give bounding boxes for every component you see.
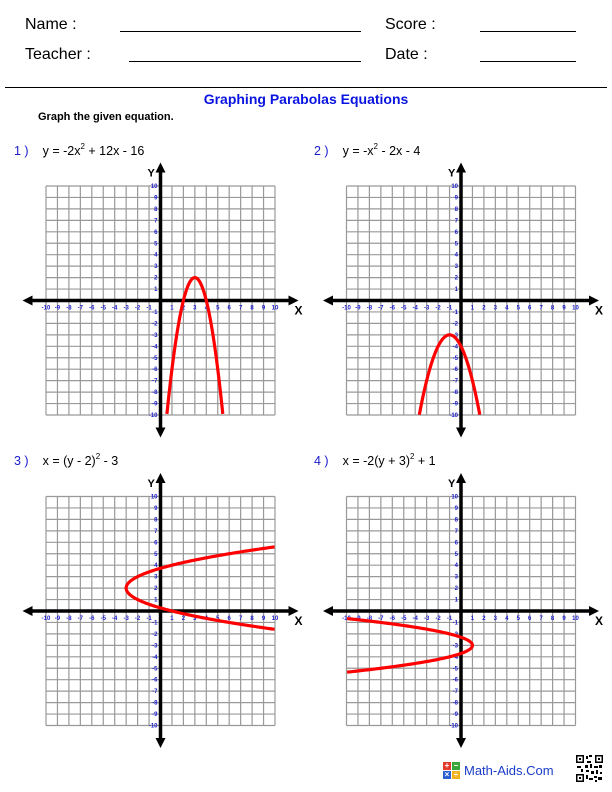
- svg-text:-5: -5: [100, 616, 106, 622]
- x-axis-label: X: [294, 614, 303, 628]
- equation-lhs: x = -2(y + 3): [342, 454, 410, 469]
- svg-text:-8: -8: [152, 700, 158, 707]
- svg-text:7: 7: [154, 218, 158, 225]
- svg-text:7: 7: [238, 616, 243, 622]
- svg-text:2: 2: [154, 586, 158, 593]
- svg-text:-2: -2: [152, 321, 158, 328]
- x-axis-label: X: [595, 303, 604, 318]
- graph-2: [323, 163, 603, 438]
- svg-text:-10: -10: [148, 413, 158, 419]
- svg-text:-2: -2: [134, 305, 141, 312]
- svg-text:-4: -4: [452, 344, 458, 351]
- y-axis-label: Y: [147, 167, 155, 180]
- graph-3: [23, 473, 303, 748]
- svg-text:10: 10: [451, 494, 458, 501]
- svg-text:9: 9: [154, 505, 158, 512]
- svg-text:-5: -5: [401, 305, 407, 312]
- svg-text:-7: -7: [152, 378, 158, 385]
- svg-text:4: 4: [154, 252, 158, 259]
- problem-number: 4 ): [314, 454, 329, 469]
- graph-1: [23, 163, 303, 438]
- svg-text:6: 6: [454, 229, 458, 236]
- svg-text:-8: -8: [66, 616, 72, 622]
- svg-text:5: 5: [216, 616, 220, 622]
- svg-text:-8: -8: [152, 390, 158, 397]
- svg-text:-6: -6: [89, 616, 95, 622]
- svg-text:3: 3: [454, 574, 458, 581]
- svg-text:10: 10: [572, 305, 579, 312]
- instructions: Graph the given equation.: [38, 111, 174, 123]
- svg-text:-1: -1: [446, 305, 453, 312]
- calculator-icon: + − × ÷: [444, 761, 459, 779]
- svg-text:-1: -1: [446, 616, 453, 622]
- svg-text:-5: -5: [152, 666, 158, 673]
- svg-text:-1: -1: [152, 620, 158, 627]
- svg-text:2: 2: [482, 305, 486, 312]
- svg-text:3: 3: [454, 264, 458, 271]
- svg-text:-8: -8: [366, 616, 373, 622]
- svg-text:6: 6: [154, 229, 158, 236]
- svg-text:1: 1: [454, 287, 458, 294]
- svg-text:-9: -9: [152, 401, 158, 408]
- name-label: Name :: [25, 16, 77, 33]
- svg-text:-2: -2: [134, 616, 141, 622]
- y-axis-label: Y: [448, 167, 456, 180]
- svg-text:2: 2: [454, 275, 458, 282]
- svg-text:-9: -9: [355, 305, 361, 312]
- svg-text:6: 6: [528, 305, 532, 312]
- svg-text:3: 3: [193, 616, 197, 622]
- svg-text:8: 8: [550, 616, 555, 622]
- svg-text:1: 1: [170, 616, 174, 622]
- svg-text:-4: -4: [412, 305, 418, 312]
- svg-text:5: 5: [516, 616, 520, 622]
- equation-rhs: - 3: [100, 454, 119, 469]
- qr-code-icon: [575, 754, 604, 783]
- svg-text:-10: -10: [449, 413, 458, 419]
- svg-text:5: 5: [154, 241, 158, 248]
- svg-text:7: 7: [539, 305, 543, 312]
- svg-text:-3: -3: [423, 305, 430, 312]
- svg-text:7: 7: [454, 218, 458, 225]
- svg-text:-8: -8: [452, 700, 458, 707]
- x-axis-label: X: [595, 614, 604, 628]
- svg-text:9: 9: [261, 616, 266, 622]
- svg-text:4: 4: [204, 305, 208, 312]
- svg-text:-6: -6: [389, 305, 395, 312]
- svg-text:-6: -6: [452, 677, 458, 684]
- y-axis-label: Y: [147, 478, 155, 490]
- svg-text:-6: -6: [452, 367, 458, 374]
- svg-text:3: 3: [493, 616, 498, 622]
- svg-text:5: 5: [454, 551, 458, 558]
- svg-text:-3: -3: [152, 643, 158, 650]
- svg-text:-6: -6: [152, 367, 158, 374]
- svg-text:-1: -1: [452, 620, 458, 627]
- graph-4: [323, 473, 603, 748]
- svg-text:4: 4: [154, 563, 158, 570]
- svg-text:-2: -2: [452, 321, 458, 328]
- svg-text:-5: -5: [452, 355, 458, 362]
- svg-text:-10: -10: [342, 616, 351, 622]
- svg-text:2: 2: [454, 586, 458, 593]
- svg-text:1: 1: [454, 597, 458, 604]
- svg-text:-3: -3: [452, 332, 458, 339]
- svg-text:4: 4: [204, 616, 208, 622]
- svg-text:6: 6: [227, 616, 231, 622]
- svg-text:-3: -3: [123, 616, 129, 622]
- equation-exponent: 2: [373, 142, 378, 151]
- svg-text:-4: -4: [152, 654, 158, 661]
- svg-text:-9: -9: [152, 712, 158, 719]
- svg-text:-6: -6: [389, 616, 395, 622]
- svg-text:-2: -2: [435, 305, 441, 312]
- problem-number: 3 ): [14, 454, 29, 469]
- svg-text:-8: -8: [366, 305, 373, 312]
- svg-text:3: 3: [154, 574, 158, 581]
- svg-text:-9: -9: [54, 305, 61, 312]
- svg-text:9: 9: [562, 305, 566, 312]
- svg-text:-10: -10: [41, 305, 51, 312]
- svg-text:9: 9: [261, 305, 266, 312]
- equation-rhs: + 1: [414, 454, 436, 469]
- equation-rhs: - 2x - 4: [377, 144, 421, 159]
- svg-text:-10: -10: [449, 723, 458, 730]
- svg-text:-1: -1: [146, 616, 152, 622]
- problem-number: 1 ): [14, 144, 29, 159]
- svg-text:-7: -7: [378, 305, 384, 312]
- x-axis-label: X: [294, 303, 303, 318]
- svg-text:-3: -3: [452, 643, 458, 650]
- svg-text:-1: -1: [146, 305, 152, 312]
- svg-text:-7: -7: [77, 616, 84, 622]
- svg-text:6: 6: [454, 540, 458, 547]
- svg-text:7: 7: [238, 305, 243, 312]
- svg-text:-10: -10: [342, 305, 351, 312]
- svg-text:4: 4: [454, 252, 458, 259]
- svg-text:-1: -1: [152, 309, 158, 316]
- svg-text:10: 10: [150, 184, 158, 190]
- svg-text:2: 2: [181, 305, 186, 312]
- teacher-label: Teacher :: [25, 46, 91, 63]
- svg-text:-4: -4: [152, 344, 158, 351]
- svg-text:8: 8: [154, 517, 158, 524]
- svg-text:8: 8: [154, 206, 158, 213]
- equation-lhs: x = (y - 2): [42, 454, 96, 469]
- svg-text:-6: -6: [152, 677, 158, 684]
- svg-text:2: 2: [181, 616, 186, 622]
- svg-text:-10: -10: [148, 723, 158, 730]
- svg-text:-4: -4: [112, 305, 118, 312]
- svg-text:-7: -7: [152, 689, 158, 696]
- svg-text:-5: -5: [152, 355, 158, 362]
- svg-text:1: 1: [470, 305, 475, 312]
- svg-text:4: 4: [505, 616, 509, 622]
- svg-text:-2: -2: [152, 631, 158, 638]
- svg-text:-10: -10: [41, 616, 51, 622]
- svg-text:5: 5: [454, 241, 458, 248]
- svg-text:-1: -1: [452, 309, 458, 316]
- math-aids-brand[interactable]: [443, 762, 554, 779]
- equation-lhs: y = -x: [342, 144, 374, 159]
- svg-text:-9: -9: [54, 616, 61, 622]
- svg-text:6: 6: [154, 540, 158, 547]
- equation-exponent: 2: [95, 452, 101, 461]
- svg-text:-8: -8: [66, 305, 72, 312]
- svg-text:7: 7: [539, 616, 543, 622]
- svg-text:4: 4: [454, 563, 458, 570]
- svg-text:3: 3: [493, 305, 498, 312]
- equation-exponent: 2: [409, 452, 415, 461]
- brand-label: Math-Aids.Com: [464, 763, 554, 778]
- svg-text:3: 3: [193, 305, 197, 312]
- worksheet-title: Graphing Parabolas Equations: [203, 91, 409, 107]
- svg-text:8: 8: [550, 305, 555, 312]
- svg-text:-9: -9: [355, 616, 361, 622]
- svg-text:9: 9: [562, 616, 566, 622]
- svg-text:1: 1: [154, 287, 158, 294]
- svg-text:-7: -7: [452, 378, 458, 385]
- svg-text:10: 10: [271, 616, 279, 622]
- svg-text:-7: -7: [378, 616, 384, 622]
- svg-text:-4: -4: [452, 654, 458, 661]
- svg-text:7: 7: [154, 528, 158, 535]
- svg-text:6: 6: [227, 305, 231, 312]
- score-label: Score :: [385, 16, 436, 33]
- svg-text:-3: -3: [423, 616, 430, 622]
- svg-text:-4: -4: [112, 616, 118, 622]
- svg-text:10: 10: [271, 305, 279, 312]
- svg-text:8: 8: [250, 305, 254, 312]
- svg-text:2: 2: [154, 275, 158, 282]
- problem-number: 2 ): [314, 144, 329, 159]
- svg-text:-2: -2: [435, 616, 441, 622]
- svg-text:-5: -5: [452, 666, 458, 673]
- svg-text:-9: -9: [452, 401, 458, 408]
- svg-text:10: 10: [572, 616, 579, 622]
- svg-text:2: 2: [482, 616, 486, 622]
- svg-text:8: 8: [454, 206, 458, 213]
- svg-text:9: 9: [454, 505, 458, 512]
- svg-text:1: 1: [170, 305, 174, 312]
- svg-text:-8: -8: [452, 390, 458, 397]
- svg-text:4: 4: [505, 305, 509, 312]
- svg-text:-9: -9: [452, 712, 458, 719]
- svg-text:-3: -3: [123, 305, 129, 312]
- svg-text:1: 1: [470, 616, 475, 622]
- svg-text:-3: -3: [152, 332, 158, 339]
- svg-text:1: 1: [154, 597, 158, 604]
- svg-text:9: 9: [454, 195, 458, 202]
- svg-text:-4: -4: [412, 616, 418, 622]
- date-label: Date :: [385, 46, 428, 63]
- equation-exponent: 2: [80, 142, 85, 151]
- svg-text:-5: -5: [100, 305, 106, 312]
- equation-rhs: + 12x - 16: [84, 144, 145, 159]
- svg-text:5: 5: [516, 305, 520, 312]
- svg-text:-5: -5: [401, 616, 407, 622]
- svg-text:5: 5: [154, 551, 158, 558]
- svg-text:8: 8: [250, 616, 254, 622]
- svg-text:10: 10: [451, 184, 458, 190]
- y-axis-label: Y: [448, 478, 456, 490]
- svg-text:10: 10: [150, 494, 158, 501]
- svg-text:-7: -7: [452, 689, 458, 696]
- svg-text:5: 5: [216, 305, 220, 312]
- svg-text:-2: -2: [452, 631, 458, 638]
- svg-text:8: 8: [454, 517, 458, 524]
- svg-text:7: 7: [454, 528, 458, 535]
- svg-text:6: 6: [528, 616, 532, 622]
- svg-text:-6: -6: [89, 305, 95, 312]
- equation-lhs: y = -2x: [42, 144, 81, 159]
- svg-text:-7: -7: [77, 305, 84, 312]
- svg-text:3: 3: [154, 264, 158, 271]
- svg-text:9: 9: [154, 195, 158, 202]
